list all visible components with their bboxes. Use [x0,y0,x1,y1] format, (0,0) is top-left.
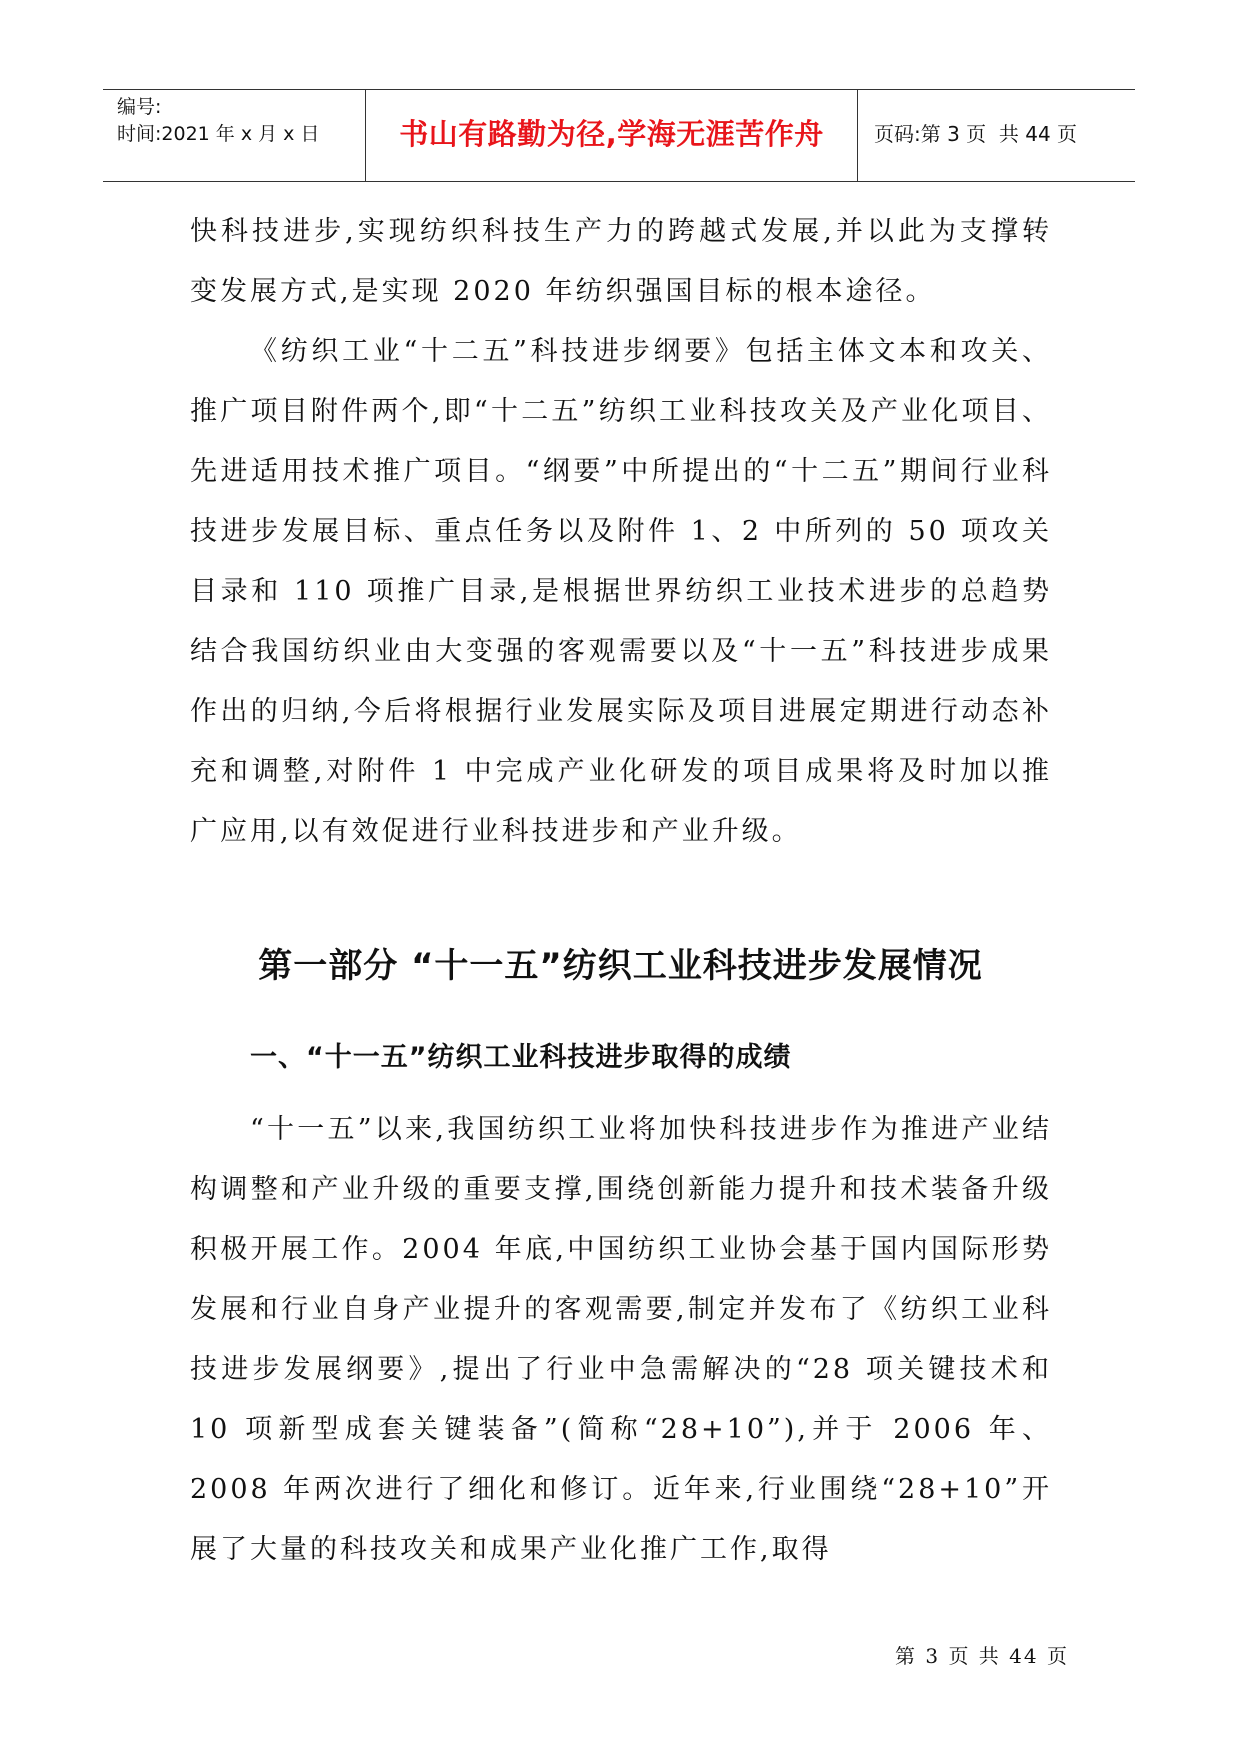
paragraph-3: “十一五”以来,我国纺织工业将加快科技进步作为推进产业结构调整和产业升级的重要支撑,围绕创新能力提升和技术装备升级积极开展工作。2004 年底,中国纺织工业协会基于国内国际形势发展和行业自身产业提升的客观需要,制定并发布了《纺织工业科技进步发展纲要》,提出了行业中急需解决的“28 项关键技术和 10 项新型成套关键装备”(简称“28+10”),并于 2006 年、2008 年两次进行了细化和修订。近年来,行业围绕“28+10”开展了大量的科技攻关和成果产业化推广工作,取得 [190,1114,1052,1565]
part-title: 第一部分 “十一五”纺织工业科技进步发展情况 [258,946,983,986]
header-meta [103,90,366,181]
paragraph-2: 《纺织工业“十二五”科技进步纲要》包括主体文本和攻关、推广项目附件两个,即“十二五”纺织工业科技攻关及产业化项目、先进适用技术推广项目。“纲要”中所提出的“十二五”期间行业科技进步发展目标、重点任务以及附件 1、2 中所列的 50 项攻关目录和 110 项推广目录,是根据世界纺织工业技术进步的总趋势结合我国纺织业由大变强的客观需要以及“十一五”科技进步成果作出的归纳,今后将根据行业发展实际及项目进展定期进行动态补充和调整,对附件 1 中完成产业化研发的项目成果将及时加以推广应用,以有效促进行业科技进步和产业升级。 [190,336,1052,847]
number-label: 编号: [117,96,162,118]
header-page-cell [858,90,1135,181]
paragraph-1: 快科技进步,实现纺织科技生产力的跨越式发展,并以此为支撑转变发展方式,是实现 2020 年纺织强国目标的根本途径。 [190,216,1052,307]
section-title: 一、“十一五”纺织工业科技进步取得的成绩 [250,1042,792,1073]
motto-text: 书山有路勤为径,学海无涯苦作舟 [399,117,824,151]
page-footer: 第 3 页 共 44 页 [895,1644,1069,1668]
time-label: 时间:2021 年 x 月 x 日 [117,123,320,145]
header-motto-cell [366,90,858,181]
page-code: 页码:第 3 页 共 44 页 [874,122,1078,146]
page-header [103,89,1135,182]
